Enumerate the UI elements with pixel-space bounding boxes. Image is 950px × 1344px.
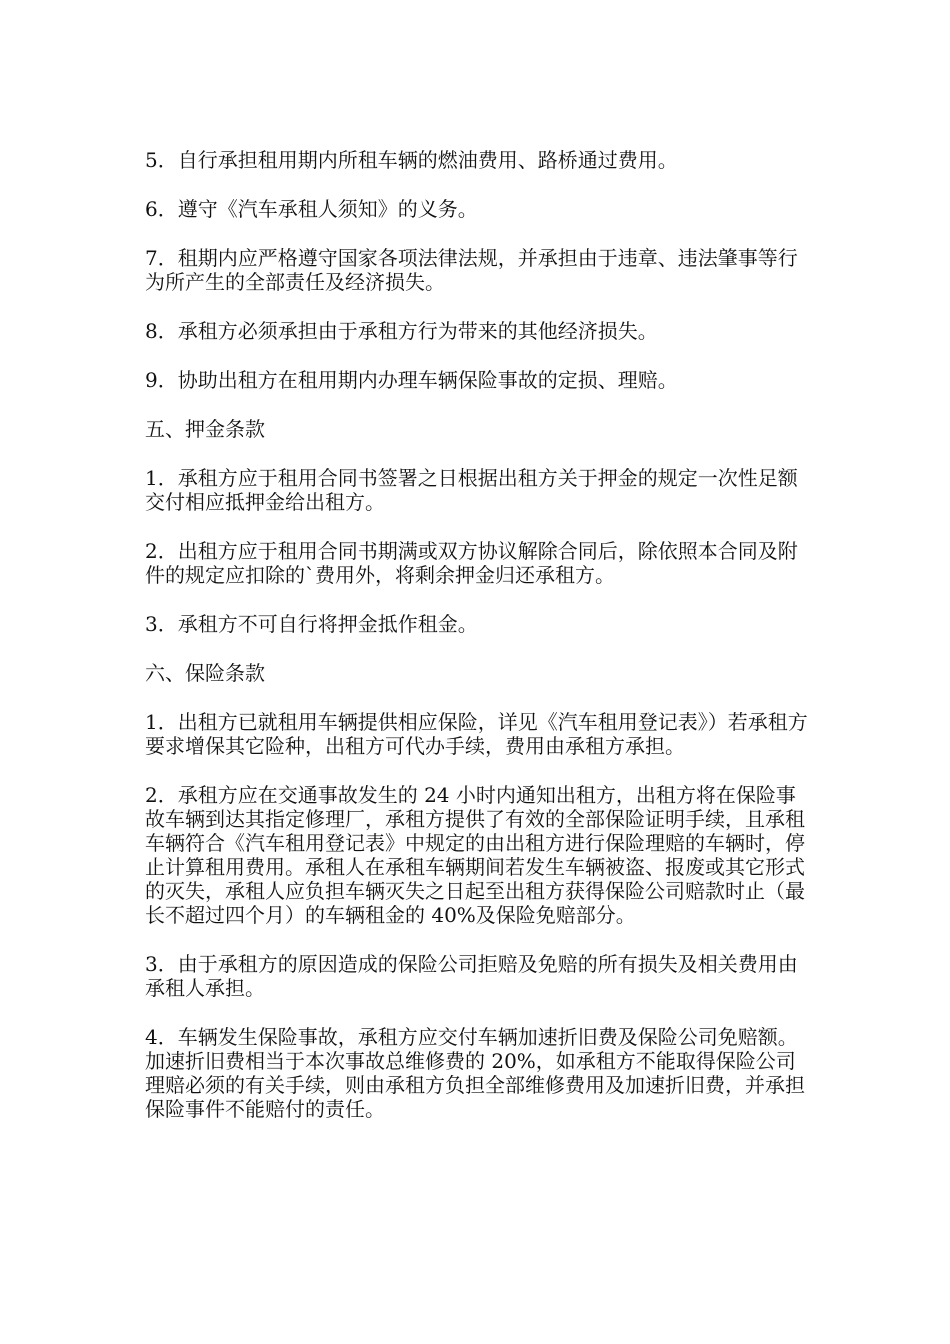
clause-6-3: 3．由于承租方的原因造成的保险公司拒赔及免赔的所有损失及相关费用由承租人承担。: [145, 952, 798, 1000]
clause-4-7: 7．租期内应严格遵守国家各项法律法规，并承担由于违章、违法肇事等行为所产生的全部责任及经济损失。: [145, 246, 798, 294]
clause-4-9: 9．协助出租方在租用期内办理车辆保险事故的定损、理赔。: [145, 368, 678, 392]
clause-4-6: 6．遵守《汽车承租人须知》的义务。: [145, 197, 478, 221]
clause-6-2: 2．承租方应在交通事故发生的 24 小时内通知出租方，出租方将在保险事故车辆到达其指定修理厂，承租方提供了有效的全部保险证明手续，且承租车辆符合《汽车租用登记表》中规定的由出租方进行保险理赔的车辆时，停止计算租用费用。承租人在承租车辆期间若发生车辆被盗、报废或其它形式的灭失，承租人应负担车辆灭失之日起至出租方获得保险公司赔款时止（最长不超过四个月）的车辆租金的 40%及保险免赔部分。: [145, 783, 805, 927]
clause-5-2: 2．出租方应于租用合同书期满或双方协议解除合同后，除依照本合同及附件的规定应扣除的`费用外，将剩余押金归还承租方。: [145, 539, 798, 587]
clause-5-1: 1．承租方应于租用合同书签署之日根据出租方关于押金的规定一次性足额交付相应抵押金给出租方。: [145, 466, 798, 514]
clause-6-4: 4．车辆发生保险事故，承租方应交付车辆加速折旧费及保险公司免赔额。加速折旧费相当于本次事故总维修费的 20%，如承租方不能取得保险公司理赔必须的有关手续，则由承租方负担全部维修费用及加速折旧费，并承担保险事件不能赔付的责任。: [145, 1025, 805, 1121]
document-body: [145, 148, 810, 1146]
clause-4-8: 8．承租方必须承担由于承租方行为带来的其他经济损失。: [145, 319, 658, 343]
section-heading-deposit: 五、押金条款: [145, 417, 265, 441]
clause-6-1: 1．出租方已就租用车辆提供相应保险，详见《汽车租用登记表》）若承租方要求增保其它险种，出租方可代办手续，费用由承租方承担。: [145, 710, 808, 758]
clause-4-5: 5．自行承担租用期内所租车辆的燃油费用、路桥通过费用。: [145, 148, 678, 172]
section-heading-insurance: 六、保险条款: [145, 661, 265, 685]
clause-5-3: 3．承租方不可自行将押金抵作租金。: [145, 612, 478, 636]
